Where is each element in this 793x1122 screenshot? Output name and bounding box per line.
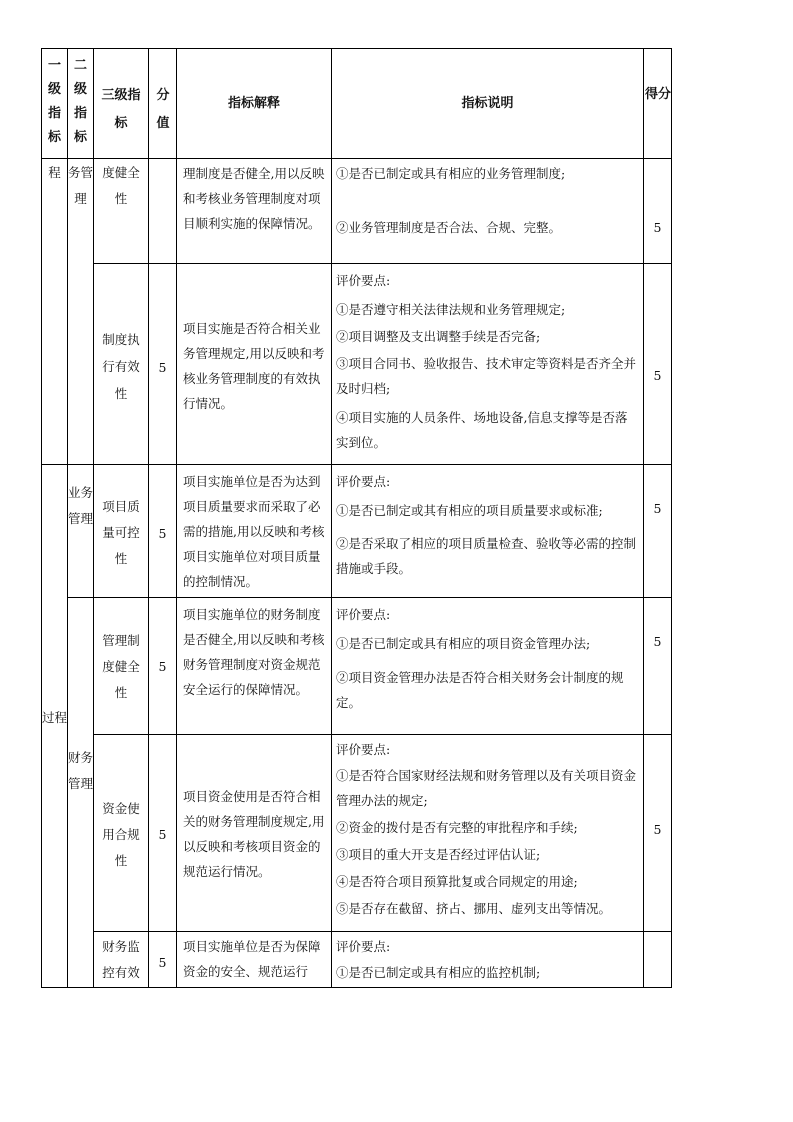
score-obtained: 5 (653, 634, 662, 649)
level1-label-process: 过程 (42, 710, 68, 725)
score-value: 5 (158, 526, 167, 541)
description-line: 评价要点: (336, 939, 391, 954)
grid-line (331, 48, 332, 988)
score-value: 5 (158, 360, 167, 375)
header-level3: 三级指标 (101, 88, 141, 131)
header-obtained: 得分 (645, 87, 672, 102)
indicator-description (336, 161, 639, 244)
level3-name: 资金使用合规性 (102, 801, 140, 868)
grid-line (148, 48, 149, 988)
indicator-explanation: 项目资金使用是否符合相关的财务管理制度规定,用以反映和考核项目资金的规范运行情况。 (183, 789, 325, 879)
grid-line (93, 931, 672, 932)
score-obtained: 5 (653, 368, 662, 383)
score-obtained: 5 (653, 822, 662, 837)
description-line: ②项目资金管理办法是否符合相关财务会计制度的规定。 (336, 670, 624, 710)
score-value: 5 (158, 827, 167, 842)
score-obtained: 5 (653, 220, 662, 235)
header-score-value: 分值 (156, 88, 170, 131)
description-line: 评价要点: (336, 607, 391, 622)
header-level2: 二级指标 (73, 58, 87, 145)
description-line: 评价要点: (336, 273, 391, 288)
indicator-explanation: 项目实施单位是否为达到项目质量要求而采取了必需的措施,用以反映和考核项目实施单位对项目质量的控制情况。 (183, 474, 325, 589)
grid-line (67, 597, 672, 598)
description-line: 评价要点: (336, 474, 391, 489)
grid-line (41, 48, 42, 988)
indicator-description (336, 268, 639, 459)
indicator-description (336, 469, 639, 585)
indicator-explanation: 项目实施单位的财务制度是否健全,用以反映和考核财务管理制度对资金规范安全运行的保障情况。 (183, 607, 325, 697)
description-line: ②项目调整及支出调整手续是否完备; (336, 329, 541, 344)
level3-name: 制度执行有效性 (102, 332, 140, 401)
level3-name: 财务监控有效 (102, 939, 140, 980)
description-line: ②资金的拨付是否有完整的审批程序和手续; (336, 820, 578, 835)
level3-name: 项目质量可控性 (102, 499, 140, 566)
level1-label-top: 程 (48, 165, 61, 180)
grid-line (93, 263, 672, 264)
score-value: 5 (158, 955, 167, 970)
grid-line (671, 48, 672, 988)
grid-line (41, 464, 672, 465)
description-line: ①是否已制定或具有相应的业务管理制度; (336, 166, 566, 181)
description-line: ④项目实施的人员条件、场地设备,信息支撑等是否落实到位。 (336, 410, 628, 450)
indicator-description (336, 602, 639, 719)
grid-line (93, 48, 94, 988)
header-description: 指标说明 (461, 96, 514, 111)
indicator-explanation: 项目实施单位是否为保障资金的安全、规范运行 (183, 939, 321, 979)
description-line: ③项目合同书、验收报告、技术审定等资料是否齐全并及时归档; (336, 356, 637, 396)
level2-label-top: 务管理 (68, 165, 94, 206)
indicator-description (336, 737, 639, 925)
description-line: ①是否已制定或具有相应的监控机制; (336, 965, 541, 980)
score-obtained: 5 (653, 501, 662, 516)
score-value: 5 (158, 659, 167, 674)
description-line: ④是否符合项目预算批复或合同规定的用途; (336, 874, 578, 889)
level2-label-finance: 财务管理 (68, 750, 94, 791)
grid-line (41, 48, 672, 49)
description-line: ②业务管理制度是否合法、合规、完整。 (336, 220, 562, 235)
indicator-description (336, 934, 639, 989)
description-line: ①是否遵守相关法律法规和业务管理规定; (336, 302, 566, 317)
description-line: ③项目的重大开支是否经过评估认证; (336, 847, 541, 862)
grid-line (41, 158, 672, 159)
level3-name: 管理制度健全性 (102, 633, 140, 700)
description-line: ①是否符合国家财经法规和财务管理以及有关项目资金管理办法的规定; (336, 768, 637, 808)
description-line: ①是否已制定或其有相应的项目质量要求或标准; (336, 503, 603, 518)
level2-label-business: 业务管理 (68, 485, 94, 526)
grid-line (93, 734, 672, 735)
grid-line (176, 48, 177, 988)
header-level1: 一级指标 (47, 58, 61, 145)
level3-name: 度健全性 (102, 165, 140, 206)
description-line: ②是否采取了相应的项目质量检查、验收等必需的控制措施或手段。 (336, 536, 637, 576)
description-line: ①是否已制定或具有相应的项目资金管理办法; (336, 636, 591, 651)
indicator-explanation: 理制度是否健全,用以反映和考核业务管理制度对项目顺利实施的保障情况。 (183, 166, 325, 231)
indicator-explanation: 项目实施是否符合相关业务管理规定,用以反映和考核业务管理制度的有效执行情况。 (183, 321, 325, 411)
description-line: ⑤是否存在截留、挤占、挪用、虚列支出等情况。 (336, 901, 612, 916)
description-line: 评价要点: (336, 742, 391, 757)
header-explanation: 指标解释 (227, 96, 280, 111)
